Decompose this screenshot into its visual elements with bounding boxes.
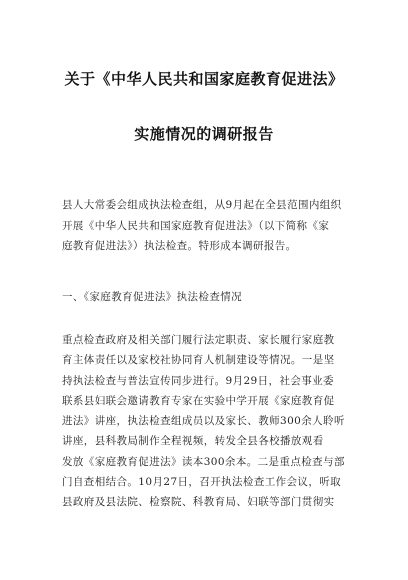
body-line: 联系县妇联会邀请教育专家在实验中学开展《家庭教育促 — [62, 394, 335, 407]
body-line: 进法》讲座，执法检查组成员以及家长、教师300余人聆听 — [62, 415, 345, 428]
intro-line: 庭教育促进法》）执法检查。特形成本调研报告。 — [62, 240, 297, 252]
body-line: 门自查相结合。10月27日，召开执法检查工作会议，听取 — [62, 476, 342, 489]
intro-paragraph — [62, 195, 362, 257]
intro-line: 县人大常委会组成执法检查组，从9月起在全县范围内组织 — [62, 199, 342, 211]
body-line: 发放《家庭教育促进法》读本300余本。二是重点检查与部 — [62, 455, 345, 468]
section-heading: 一、《家庭教育促进法》执法检查情况 — [62, 291, 243, 303]
body-line: 持执法检查与普法宣传同步进行。9月29日，社会事业委 — [62, 374, 334, 387]
intro-line: 开展《中华人民共和国家庭教育促进法》（以下简称《家 — [62, 219, 330, 232]
document-title-line2: 实施情况的调研报告 — [134, 125, 274, 143]
body-line: 县政府及县法院、检察院、科教育局、妇联等部门贯彻实 — [62, 496, 335, 509]
body-line: 讲座，县科教局制作全程视频，转发全县各校播放观看 — [62, 435, 324, 448]
section-body-paragraph — [62, 330, 362, 513]
body-line: 育主体责任以及家校社协同育人机制建设等情况。一是坚 — [62, 354, 335, 367]
body-line: 重点检查政府及相关部门履行法定职责、家长履行家庭教 — [62, 334, 335, 346]
document-title-line1: 关于《中华人民共和国家庭教育促进法》 — [64, 70, 344, 88]
